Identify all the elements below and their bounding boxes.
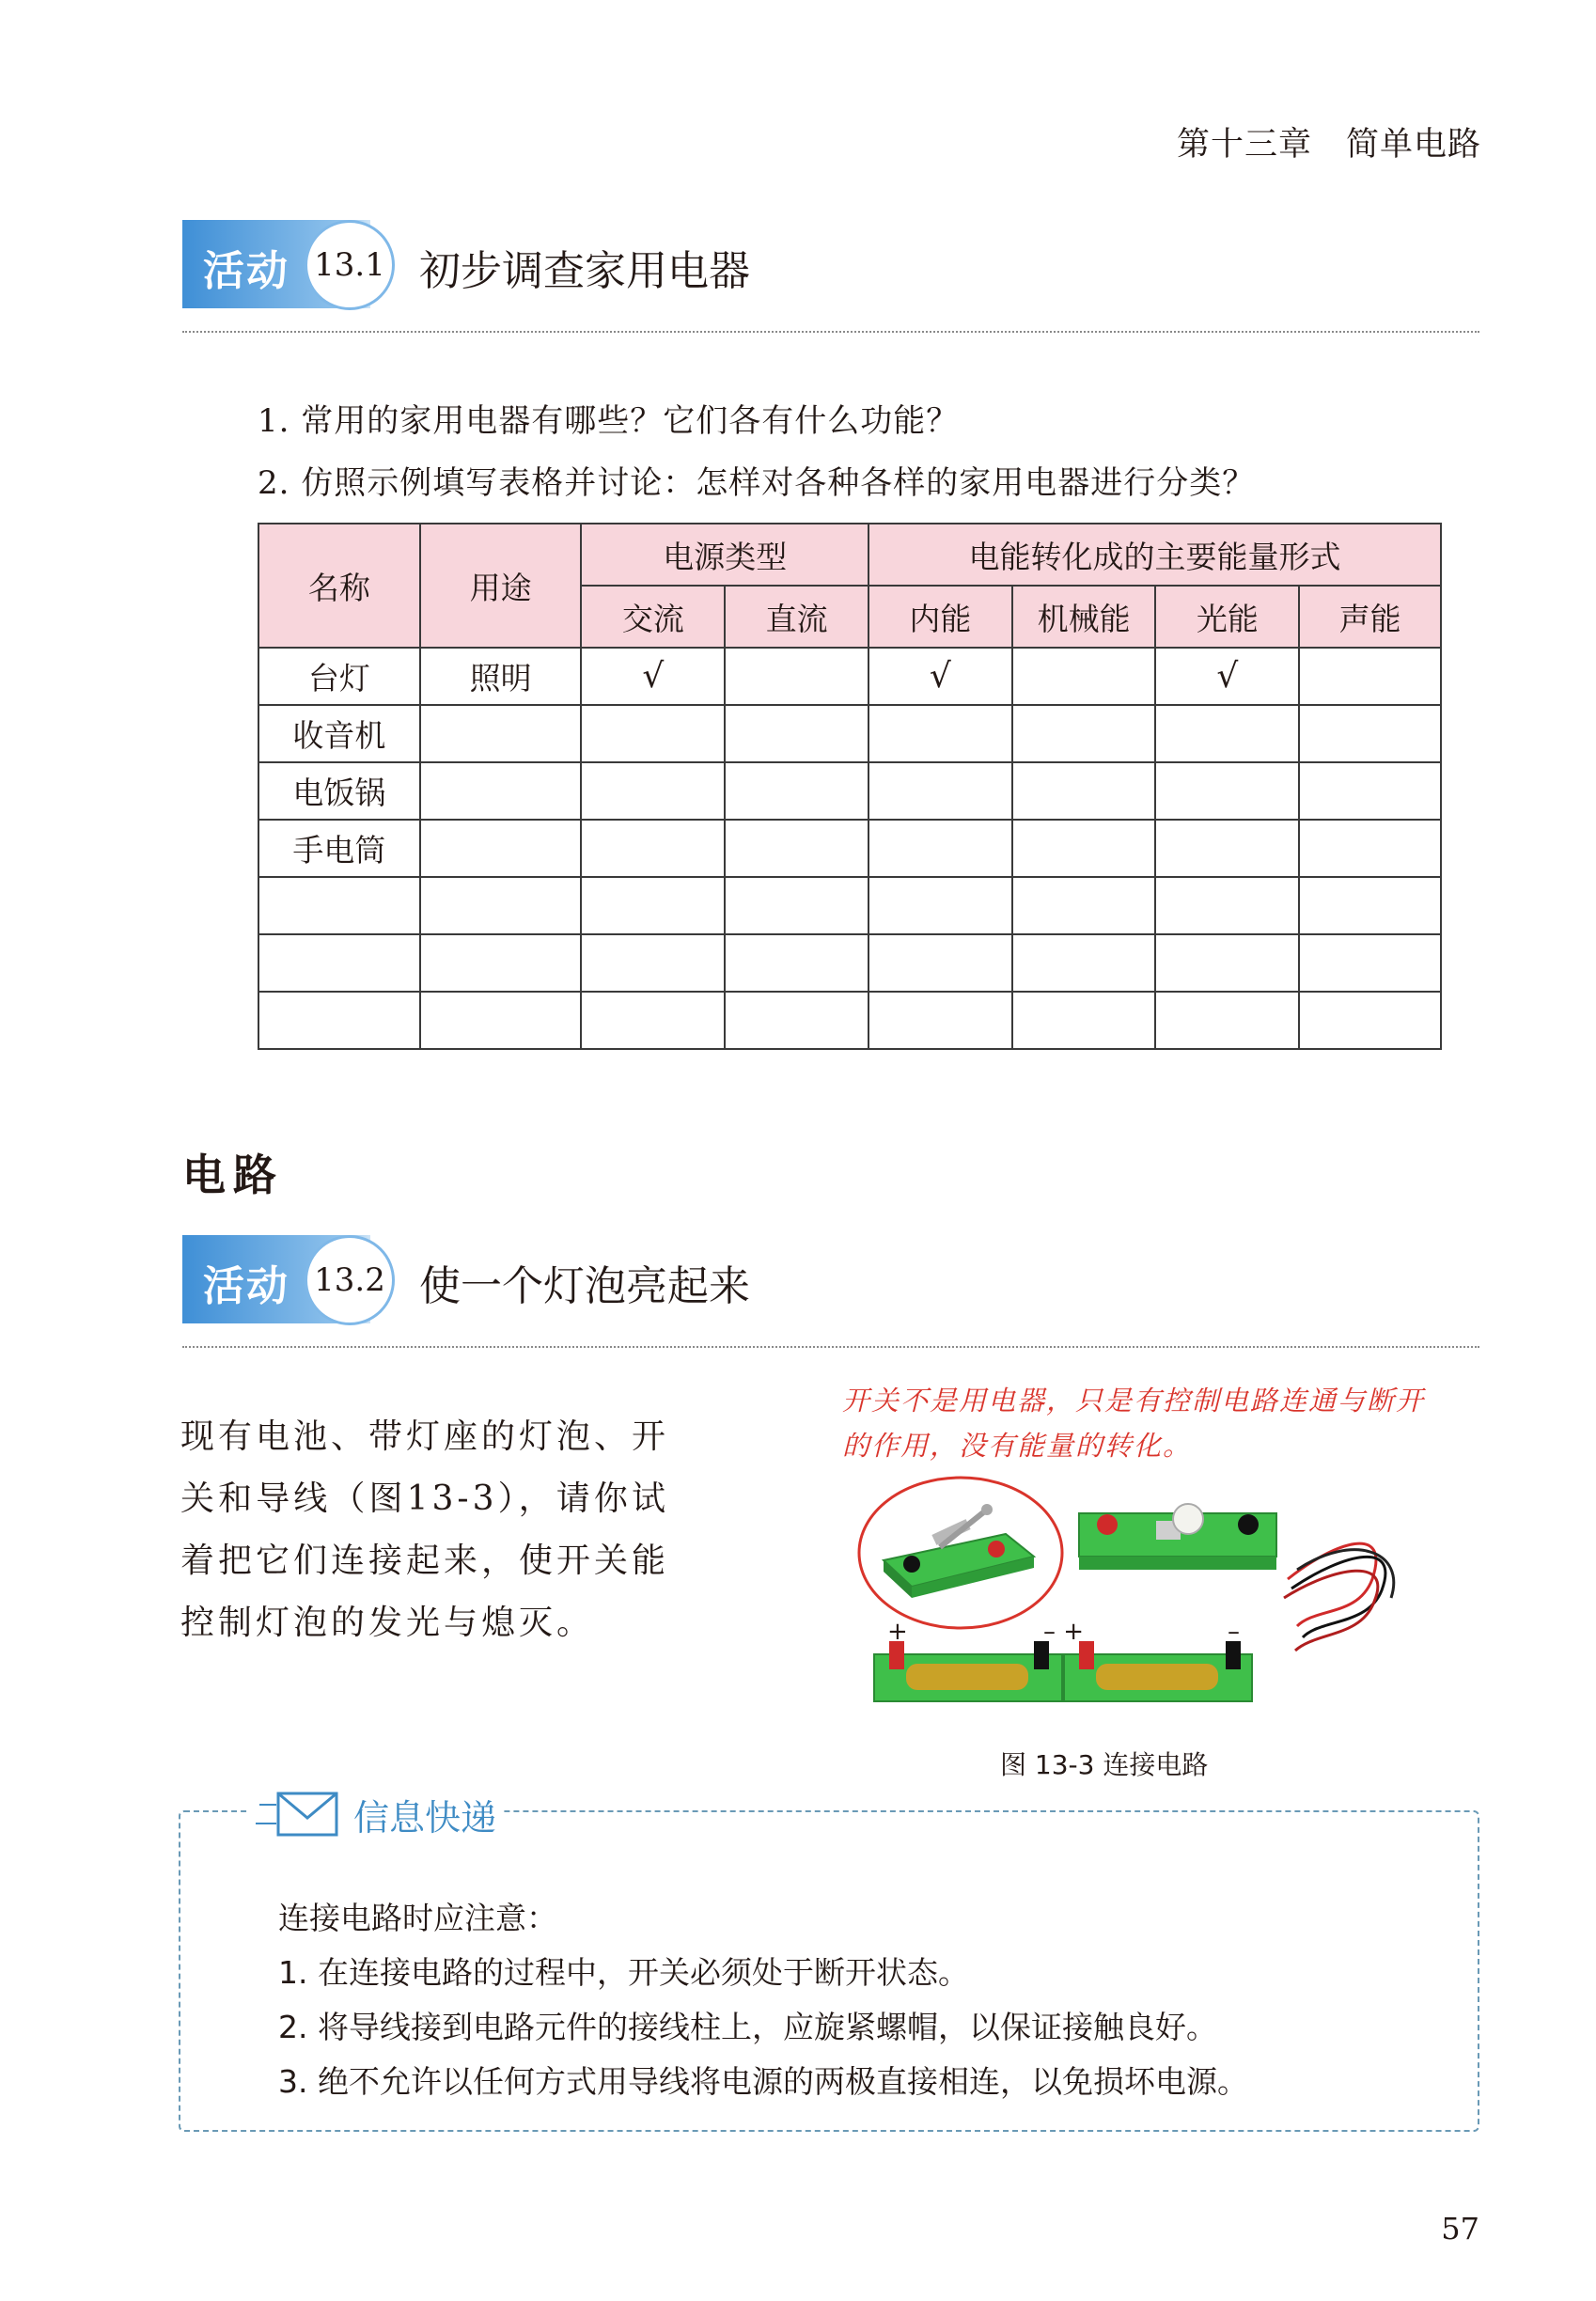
info-item: 3. 绝不允许以任何方式用导线将电源的两极直接相连，以免损坏电源。 xyxy=(278,2063,1248,2100)
row-name: 手电筒 xyxy=(258,820,420,877)
row-name: 电饭锅 xyxy=(258,762,420,820)
divider xyxy=(182,1346,1479,1348)
table-row-empty xyxy=(258,934,1441,992)
row-name: 收音机 xyxy=(258,705,420,762)
table-row-empty xyxy=(258,877,1441,934)
teacher-note: 开关不是用电器，只是有控制电路连通与断开的作用，没有能量的转化。 xyxy=(842,1385,1426,1462)
table-row-empty xyxy=(258,992,1441,1049)
header-name: 名称 xyxy=(258,524,420,648)
terminal-plus-label: + xyxy=(887,1618,908,1646)
header-sound: 声能 xyxy=(1299,586,1441,648)
check-mark: √ xyxy=(868,648,1012,705)
terminal-minus-plus-label: – + xyxy=(1043,1618,1085,1646)
wires-icon xyxy=(1284,1543,1394,1651)
row-name: 台灯 xyxy=(258,648,420,705)
question-1: 1. 常用的家用电器有哪些？它们各有什么功能？ xyxy=(258,402,960,440)
circuit-components-figure xyxy=(846,1466,1410,1739)
header-energy-form: 电能转化成的主要能量形式 xyxy=(868,524,1441,586)
activity-title: 初步调查家用电器 xyxy=(419,247,750,295)
activity-instructions: 现有电池、带灯座的灯泡、开关和导线（图13-3），请你试着把它们连接起来，使开关能控制灯泡的发光与熄灭。 xyxy=(180,1417,670,1642)
table-row xyxy=(258,705,1441,762)
activity-number: 13.2 xyxy=(305,1235,395,1325)
header-internal: 内能 xyxy=(868,586,1012,648)
header-mechanical: 机械能 xyxy=(1012,586,1156,648)
table-row xyxy=(258,820,1441,877)
table-row xyxy=(258,762,1441,820)
info-intro: 连接电路时应注意： xyxy=(278,1900,557,1936)
activity-label: 活动 xyxy=(203,1262,289,1310)
section-title: 电路 xyxy=(182,1150,284,1200)
question-2: 2. 仿照示例填写表格并讨论：怎样对各种各样的家用电器进行分类？ xyxy=(258,464,1256,502)
info-item: 2. 将导线接到电路元件的接线柱上，应旋紧螺帽，以保证接触良好。 xyxy=(278,2009,1217,2045)
activity-label: 活动 xyxy=(203,247,289,295)
figure-caption: 图 13-3 连接电路 xyxy=(1000,1749,1209,1780)
envelope-icon xyxy=(256,1786,346,1842)
header-light: 光能 xyxy=(1155,586,1299,648)
check-mark: √ xyxy=(1155,648,1299,705)
info-title: 信息快递 xyxy=(353,1796,497,1839)
info-header xyxy=(250,1786,502,1842)
appliance-survey-table xyxy=(258,523,1442,1050)
table-row xyxy=(258,648,1441,705)
table-header-row xyxy=(258,524,1441,586)
activity-banner-13-1 xyxy=(182,220,840,308)
info-content xyxy=(278,1891,1248,2109)
info-item: 1. 在连接电路的过程中，开关必须处于断开状态。 xyxy=(278,1954,969,1991)
check-mark: √ xyxy=(581,648,725,705)
activity-number: 13.1 xyxy=(305,220,395,310)
divider xyxy=(182,331,1479,333)
row-use: 照明 xyxy=(420,648,582,705)
bulb-holder-icon xyxy=(1079,1504,1276,1570)
page-number: 57 xyxy=(1441,2211,1479,2246)
activity-banner-13-2 xyxy=(182,1235,840,1323)
header-power-type: 电源类型 xyxy=(581,524,868,586)
chapter-header: 第十三章 简单电路 xyxy=(1176,126,1481,164)
switch-icon xyxy=(884,1504,1034,1598)
header-ac: 交流 xyxy=(581,586,725,648)
terminal-minus-label: – xyxy=(1228,1618,1240,1646)
battery-holder-icon xyxy=(874,1641,1252,1701)
header-use: 用途 xyxy=(420,524,582,648)
header-dc: 直流 xyxy=(725,586,868,648)
activity-title: 使一个灯泡亮起来 xyxy=(419,1262,750,1310)
